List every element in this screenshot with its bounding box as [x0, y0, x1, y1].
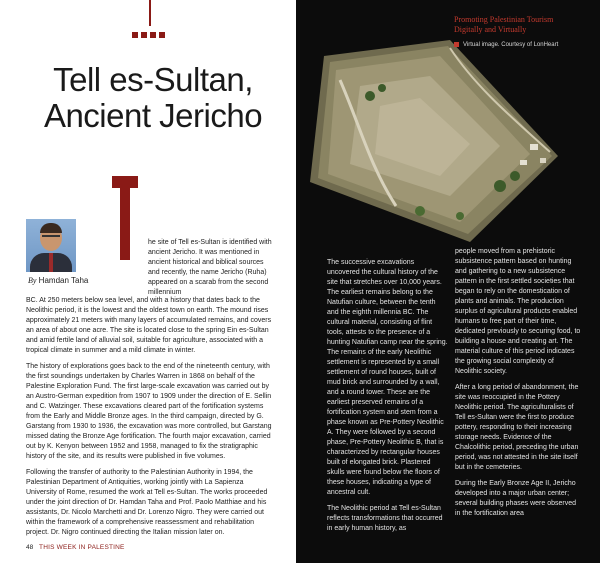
- page-footer: [26, 544, 125, 551]
- ornament-square: [132, 32, 138, 38]
- left-page: [0, 0, 296, 563]
- paragraph: BC. At 250 meters below sea level, and with a history that dates back to the Neolithic period, it is the lowest and the oldest town on earth. The mound rises approximately 21 meters with many layers of accumulated remains, and covers an area of about one acre. The site is located close to the spring Ein es-Sultan and amid fertile land of alluvial soil, suitable for agriculture, associated with a tropical climate in summer and a mild climate in winter.: [26, 297, 272, 354]
- paragraph: people moved from a prehistoric subsistence pattern based on hunting and gathering to a new subsistence pattern in the first settled societies that began to rely on the domestication of plants and animals. The production surplus of agricultural products enabled humans to free part of their time, dedicated previously to securing food, to building a house and creating art. The material culture of this period indicates the growing social complexity of Neolithic society.: [455, 248, 581, 375]
- left-body-text: [26, 296, 274, 544]
- article-title: [28, 62, 278, 134]
- paragraph: After a long period of abandonment, the site was reoccupied in the Pottery Neolithic period. The agriculturalists of Tell es-Sultan were the first to produce pottery, responding to their increasing storage needs. Evidence of the Chalcolithic period, preceding the urban period, was not attested in the site itself but in the cemeteries.: [455, 384, 579, 471]
- paragraph: The Neolithic period at Tell es-Sultan reflects transformations that occurred in early human history, as: [327, 505, 443, 532]
- paragraph: The history of explorations goes back to the end of the nineteenth century, with the first soundings undertaken by Charles Warren in 1868 on behalf of the Palestine Exploration Fund. The first large-scale excavation was carried out by an Austro-German expedition from 1907 to 1909 under the direction of E. Sellin and C. Watzinger. These excavations cleared part of the fortification systems from the Early and Middle Bronze ages. In the third campaign, directed by G. Garstang from 1930 to 1936, the excavation was more controlled, but Garstang missed dating the Bronze Age fortification. The fourth major excavation, carried out by K. Kenyon between 1952 and 1958, managed to fix the stratigraphic history of the site, and its results were published in five volumes.: [26, 363, 272, 460]
- image-caption: [454, 42, 558, 48]
- author-photo: [26, 219, 76, 272]
- ornament-line: [149, 0, 151, 26]
- ornament-square: [159, 32, 165, 38]
- byline: [28, 276, 88, 285]
- caption-square-icon: [454, 42, 459, 47]
- title-line-1: Tell es-Sultan,: [53, 61, 253, 98]
- paragraph: The successive excavations uncovered the cultural history of the site that stretches over 10,000 years. The earliest remains belong to the Natufian culture, between the tenth and the eighth millennia BC. The cultural material, consisting of flint tools, attests to the presence of a hunting Natufian camp near the spring. The remains of the early Neolithic settlement is represented by a small settlement of round houses, built of mud brick and surrounded by a wall, and a round tower. These are the earliest preserved remains of a fortification system and stem from a phase known as Pre-Pottery Neolithic A. They were followed by a second phase, Pre-Pottery Neolithic B, that is characterized by rectangular houses built of elongated brick. Plastered skulls were found below the floors of these houses, indicating a type of ancestral cult.: [327, 259, 448, 496]
- promo-heading: [454, 15, 594, 35]
- ornament-square: [141, 32, 147, 38]
- aerial-site-image: [300, 36, 562, 248]
- magazine-name: THIS WEEK IN PALESTINE: [39, 544, 125, 551]
- intro-paragraph: he site of Tell es-Sultan is identified with ancient Jericho. It was mentioned in ancient historical and biblical sources and recently, the name Jericho (Ruha) appeared on a scarab from the second millennium: [148, 239, 272, 296]
- byline-prefix: By: [28, 276, 37, 285]
- promo-line-1: Promoting Palestinian Tourism: [454, 15, 554, 24]
- author-name: Hamdan Taha: [38, 276, 89, 285]
- right-column-2: [455, 247, 581, 525]
- title-line-2: Ancient Jericho: [43, 97, 263, 134]
- paragraph: During the Early Bronze Age II, Jericho developed into a major urban center; several building phases were observed in the fortification area: [455, 480, 577, 517]
- promo-line-2: Digitally and Virtually: [454, 25, 527, 34]
- right-column-1: [327, 258, 448, 540]
- image-caption-text: Virtual image. Courtesy of LonHeart: [463, 42, 559, 49]
- paragraph: Following the transfer of authority to the Palestinian Authority in 1994, the Palestinian Department of Antiquities, working jointly with La Sapienza University of Rome, resumed the work at Tell es-Sultan. The works proceeded under the joint direction of Dr. Hamdan Taha and Prof. Paolo Matthiae and his assistants, Dr. Nicolo Marchetti and Dr. Lorenzo Nigro. They were carried out within the framework of a comprehensive reassessment and rehabilitation project. Dr. Nigro continued directing the Italian mission later on.: [26, 469, 268, 536]
- ornament-square: [150, 32, 156, 38]
- page-number: 48: [26, 544, 34, 551]
- drop-cap: [112, 176, 138, 260]
